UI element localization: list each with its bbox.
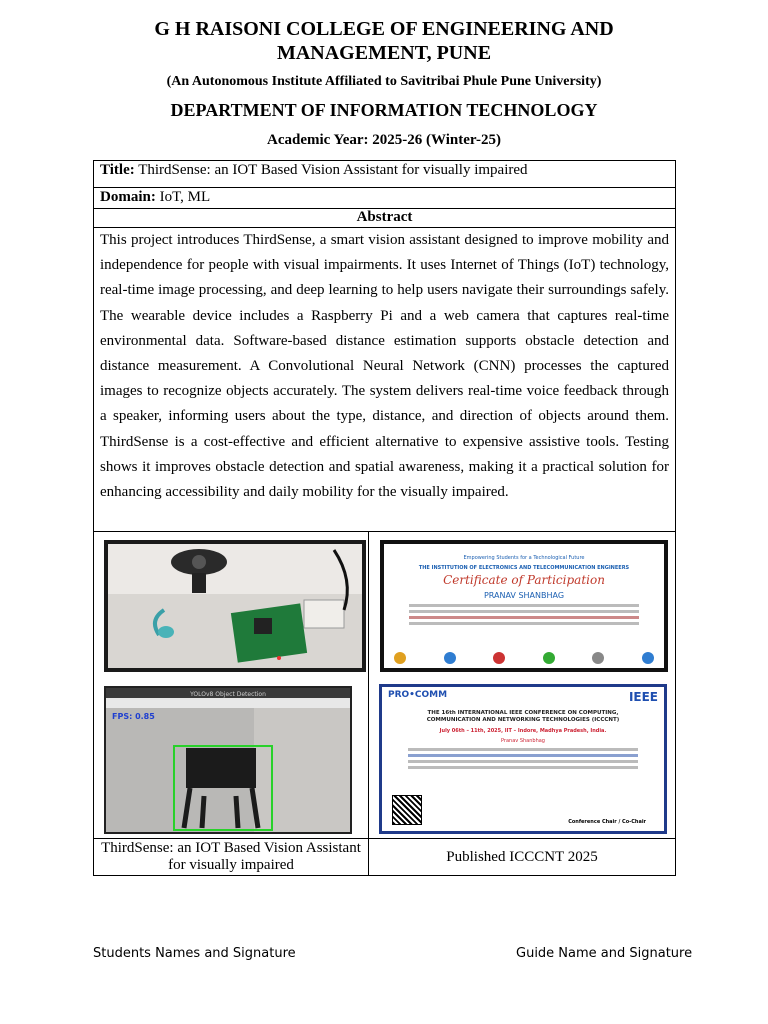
cert2-org: PRO•COMM bbox=[388, 690, 448, 700]
affiliation-note: (An Autonomous Institute Affiliated to Savitribai Phule Pune University) bbox=[166, 74, 602, 89]
project-photos-cell bbox=[94, 532, 369, 839]
project-domain: IoT, ML bbox=[159, 189, 211, 205]
hardware-photo bbox=[104, 540, 366, 672]
seal-icon bbox=[592, 652, 604, 664]
title-label: Title: bbox=[100, 162, 135, 178]
participation-certificate bbox=[380, 540, 668, 672]
photo-caption: ThirdSense: an IOT Based Vision Assistant for visually impaired bbox=[94, 839, 369, 876]
cert1-tagline: Empowering Students for a Technological Future bbox=[463, 555, 585, 561]
cert2-name: Pranav Shanbhag bbox=[501, 738, 545, 744]
guide-signature-label: Guide Name and Signature bbox=[516, 946, 693, 961]
icccnt-certificate bbox=[379, 684, 667, 834]
cert1-org: THE INSTITUTION OF ELECTRONICS AND TELECOMMUNICATION ENGINEERS bbox=[418, 565, 630, 571]
title-row bbox=[94, 161, 676, 188]
abstract-text: This project introduces ThirdSense, a smart vision assistant designed to improve mobility and independence for people with visual impairments. It uses Internet of Things (IoT) technology, real-time image processing, and deep learning to help users navigate their surroundings safely. The wearable device includes a Raspberry Pi and a web camera that captures real-time environmental data. Software-based distance estimation supports obstacle detection and distance measurement. A Convolutional Neural Network (CNN) processes the captured images to recognize objects accurately. The system delivers real-time voice feedback through a speaker, informing users about the type, distance, and direction of objects around them. ThirdSense is a cost-effective and efficient alternative to expensive assistive tools. Testing shows it improves obstacle detection and spatial awareness, making it a practical solution for enhancing accessibility and daily mobility for the visually impaired. bbox=[94, 228, 676, 532]
certificate-caption: Published ICCCNT 2025 bbox=[369, 839, 676, 876]
fps-readout: FPS: 0.85 bbox=[112, 712, 155, 721]
abstract-heading: Abstract bbox=[94, 209, 676, 228]
college-name: G H RAISONI COLLEGE OF ENGINEERING AND MANAGEMENT, PUNE bbox=[154, 18, 614, 64]
cert1-heading: Certificate of Participation bbox=[443, 573, 605, 587]
students-signature-label: Students Names and Signature bbox=[93, 946, 296, 961]
object-detection-screenshot bbox=[104, 686, 352, 834]
seal-icon bbox=[642, 652, 654, 664]
detection-window-title: YOLOv8 Object Detection bbox=[190, 691, 266, 698]
domain-label: Domain: bbox=[100, 189, 156, 205]
seal-icon bbox=[394, 652, 406, 664]
domain-row bbox=[94, 188, 676, 209]
project-title: ThirdSense: an IOT Based Vision Assistant for visually impaired bbox=[138, 162, 528, 178]
project-table bbox=[93, 160, 676, 876]
academic-year: Academic Year: 2025-26 (Winter-25) bbox=[267, 132, 501, 148]
seal-icon bbox=[444, 652, 456, 664]
certificates-cell bbox=[369, 532, 676, 839]
seal-icon bbox=[543, 652, 555, 664]
cert2-sign: Conference Chair / Co-Chair bbox=[568, 819, 646, 825]
cert2-place: July 06th – 11th, 2025, IIT – Indore, Madhya Pradesh, India. bbox=[439, 728, 607, 734]
department-name: DEPARTMENT OF INFORMATION TECHNOLOGY bbox=[170, 100, 598, 120]
cert1-name: PRANAV SHANBHAG bbox=[483, 591, 565, 600]
cert2-ieee: IEEE bbox=[628, 690, 658, 704]
chair-icon bbox=[186, 748, 256, 788]
qr-code-icon bbox=[392, 795, 422, 825]
cert2-title: THE 16th INTERNATIONAL IEEE CONFERENCE ON COMPUTING, COMMUNICATION AND NETWORKING TECHNOLOGIES (ICCCNT) bbox=[426, 710, 620, 723]
seal-icon bbox=[493, 652, 505, 664]
